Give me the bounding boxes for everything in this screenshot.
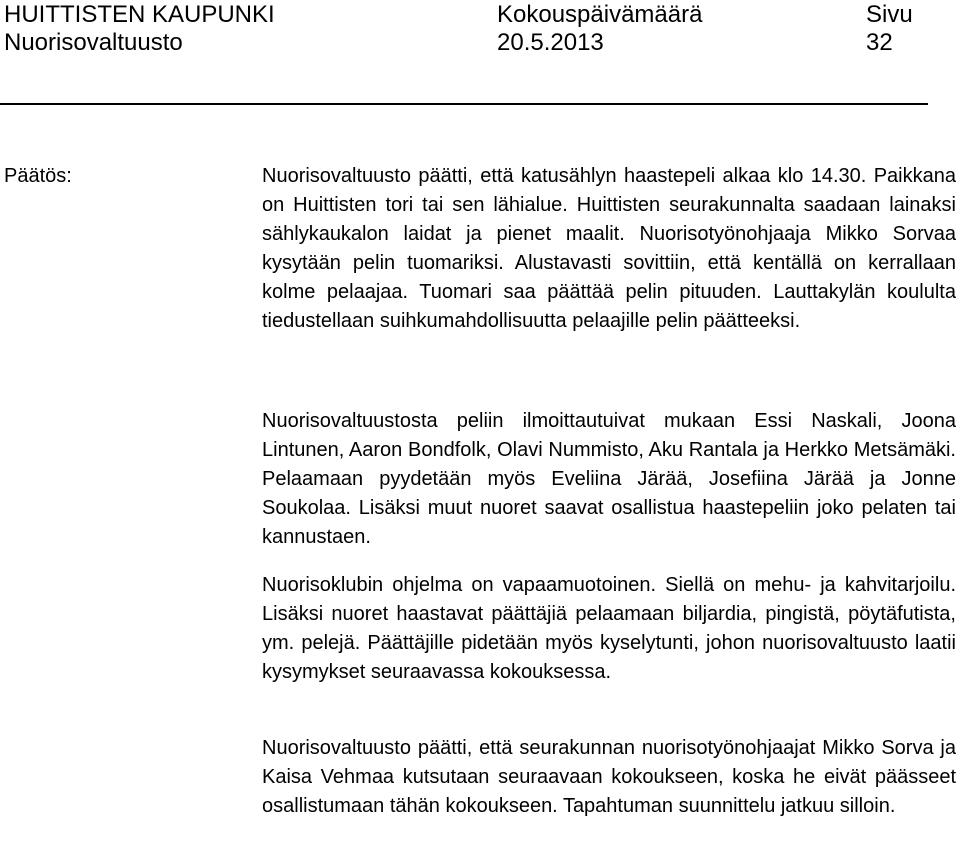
organization-name: HUITTISTEN KAUPUNKI	[4, 1, 275, 28]
decision-paragraph: Nuorisoklubin ohjelma on vapaamuotoinen. Siellä on mehu- ja kahvitarjoilu. Lisäksi nuoret haastavat päättäjiä pelaamaan biljardia, pingistä, pöytäfutista, ym. pelejä. Päättäjille pidetään myös kyselytunti, johon nuorisovaltuusto laatii kysymykset seuraavassa kokouksessa.	[262, 574, 956, 683]
page-number: 32	[866, 29, 893, 56]
decision-label: Päätös:	[4, 165, 72, 187]
decision-paragraph: Nuorisovaltuusto päätti, että seurakunnan nuorisotyönohjaajat Mikko Sorva ja Kaisa Vehmaa kutsutaan seuraavaan kokoukseen, koska he eivät päässeet osallistumaan tähän kokoukseen. Tapahtuman suunnittelu jatkuu silloin.	[262, 737, 956, 817]
body-name: Nuorisovaltuusto	[4, 29, 183, 56]
header-divider	[0, 103, 928, 105]
decision-paragraph: Nuorisovaltuusto päätti, että katusählyn haastepeli alkaa klo 14.30. Paikkana on Huittisten tori tai sen lähialue. Huittisten seurakunnalta saadaan lainaksi sählykaukalon laidat ja pienet maalit. Nuorisotyönohjaaja Mikko Sorvaa kysytään pelin tuomariksi. Alustavasti sovittiin, että kentällä on kerrallaan kolme pelaajaa. Tuomari saa päättää pelin pituuden. Lauttakylän koululta tiedustellaan suihkumahdollisuutta pelaajille pelin päätteeksi.	[262, 165, 956, 332]
meeting-date-label: Kokouspäivämäärä	[497, 1, 703, 28]
decision-paragraph: Nuorisovaltuustosta peliin ilmoittautuivat mukaan Essi Naskali, Joona Lintunen, Aaron Bondfolk, Olavi Nummisto, Aku Rantala ja Herkko Metsämäki. Pelaamaan pyydetään myös Eveliina Järää, Josefiina Järää ja Jonne Soukolaa. Lisäksi muut nuoret saavat osallistua haastepeliin joko pelaten tai kannustaen.	[262, 410, 956, 548]
meeting-date: 20.5.2013	[497, 29, 604, 56]
page-label: Sivu	[866, 1, 913, 28]
